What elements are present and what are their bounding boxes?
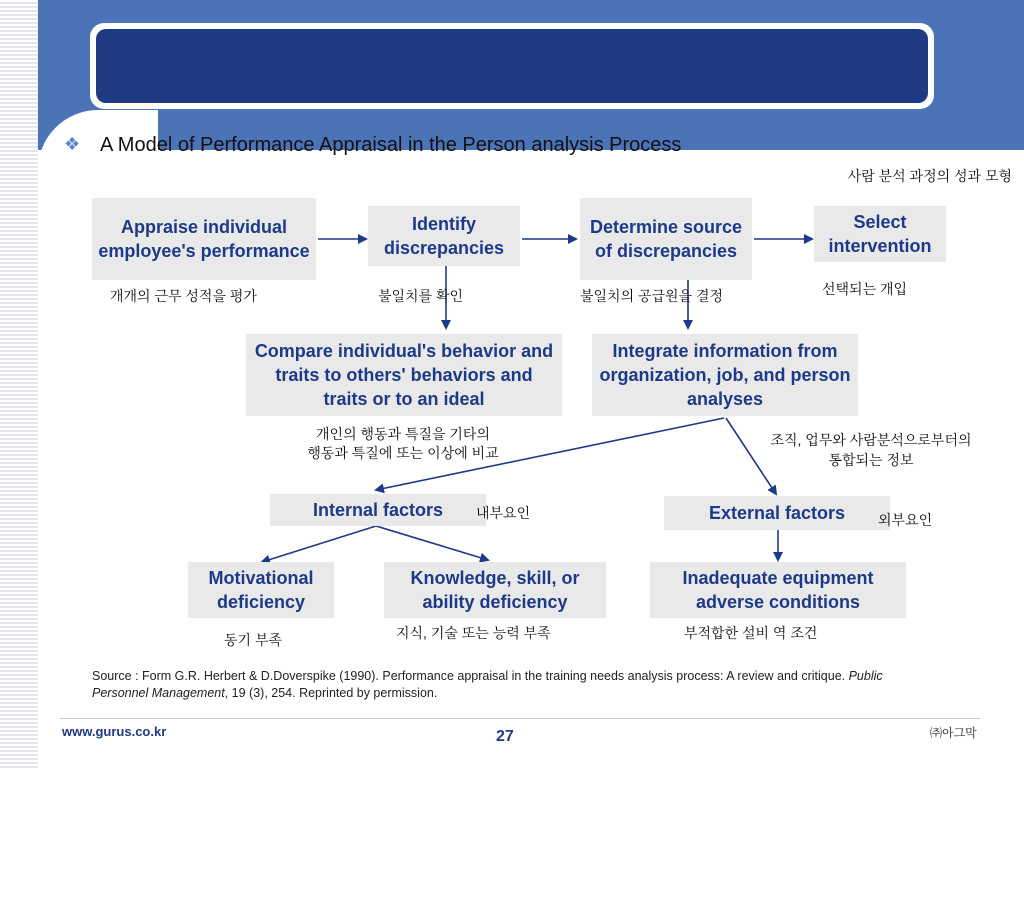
label-select-korean: 선택되는 개입: [822, 281, 908, 297]
label-compare-korean-2: 행동과 특질에 또는 이상에 비교: [307, 445, 499, 461]
label-external-korean: 외부요인: [878, 512, 933, 528]
label-internal-korean: 내부요인: [476, 505, 531, 521]
slide-heading: A Model of Performance Appraisal in the Person analysis Process: [100, 134, 682, 156]
box-appraise: Appraise individual employee's performance: [92, 198, 316, 280]
footer-url: www.gurus.co.kr: [62, 724, 167, 739]
source-prefix: Source : Form G.R. Herbert & D.Doverspike (1990). Performance appraisal in the training needs analysis process: A review and critique.: [92, 669, 849, 683]
label-inadequate-korean: 부적합한 설비 역 조건: [684, 625, 818, 641]
title-bar: [96, 29, 928, 103]
box-determine: Determine source of discrepancies: [580, 198, 752, 280]
page-number: 27: [496, 728, 514, 745]
label-compare-korean-1: 개인의 행동과 특질을 기타의: [316, 426, 490, 442]
box-compare: Compare individual's behavior and traits to others' behaviors and traits or to an ideal: [246, 334, 562, 416]
footer-company: ㈜아그막: [930, 726, 977, 740]
box-integrate: Integrate information from organization, job, and person analyses: [592, 334, 858, 416]
box-motivational: Motivational deficiency: [188, 562, 334, 618]
box-internal: Internal factors: [270, 494, 486, 526]
footer-divider: [60, 718, 980, 719]
box-inadequate: Inadequate equipment adverse conditions: [650, 562, 906, 618]
label-appraise-korean: 개개의 근무 성적을 평가: [110, 288, 257, 304]
label-determine-korean: 불일치의 공급원을 결정: [580, 288, 724, 304]
bullet-icon: ❖: [64, 134, 81, 154]
label-identify-korean: 불일치를 확인: [378, 288, 464, 304]
label-motivational-korean: 동기 부족: [224, 632, 282, 648]
source-citation: [92, 668, 922, 702]
source-journal: Public Personnel Management: [92, 669, 883, 700]
box-knowledge: Knowledge, skill, or ability deficiency: [384, 562, 606, 618]
label-knowledge-korean: 지식, 기술 또는 능력 부족: [396, 625, 551, 641]
label-integrate-korean-2: 통합되는 정보: [828, 452, 914, 468]
label-integrate-korean-1: 조직, 업무와 사람분석으로부터의: [770, 432, 972, 448]
left-stripes: [0, 0, 38, 768]
box-external: External factors: [664, 496, 890, 530]
box-identify: Identify discrepancies: [368, 206, 520, 266]
slide-heading-korean: 사람 분석 과정의 성과 모형: [847, 168, 1012, 184]
box-select: Select intervention: [814, 206, 946, 262]
source-suffix: , 19 (3), 254. Reprinted by permission.: [224, 686, 438, 700]
